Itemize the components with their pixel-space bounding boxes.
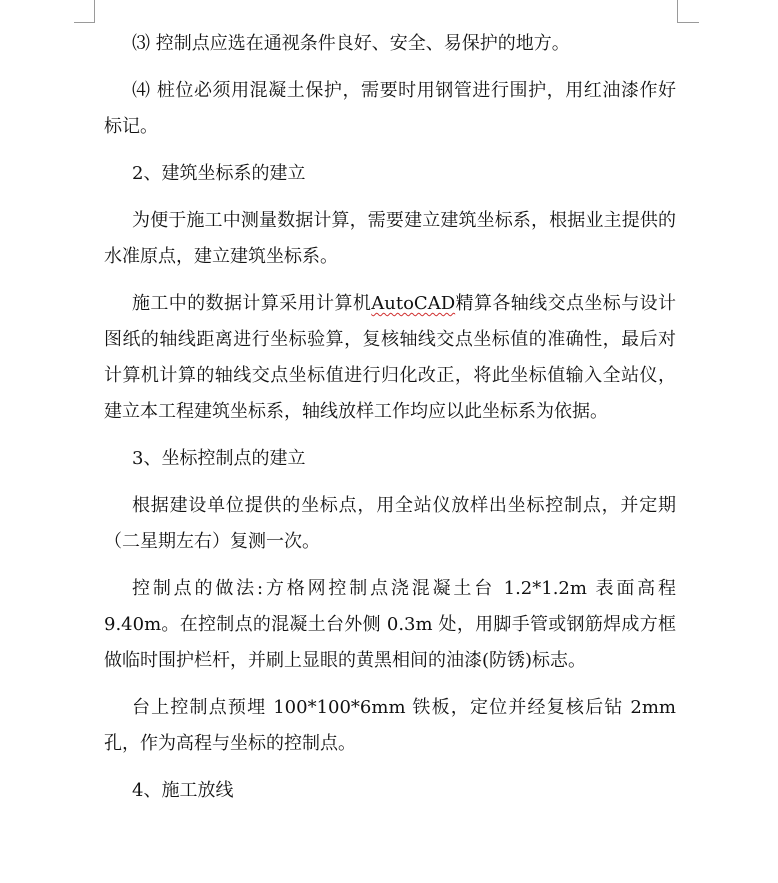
paragraph-text: 施工中的数据计算采用计算机 (132, 293, 372, 314)
paragraph-text: 精算各轴线交点坐标与设计图纸的轴线距离进行坐标验算，复核轴线交点坐标值的准确性，最后对计算机计算的轴线交点坐标值进行归化改正，将此坐标值输入全站仪，建立本工程建筑坐标系，轴线放样工作均应以此坐标系为依据。 (104, 293, 676, 422)
paragraph-control-point-location (104, 26, 676, 62)
crop-mark-top-left-horizontal (74, 22, 95, 23)
heading-text: 2、建筑坐标系的建立 (132, 163, 306, 184)
paragraph-autocad-calculation (104, 286, 676, 430)
paragraph-pile-protection (104, 73, 676, 145)
heading-coordinate-control-points (104, 441, 676, 477)
paragraph-control-point-setout (104, 488, 676, 560)
crop-mark-top-right-vertical (677, 0, 678, 22)
document-body[interactable] (104, 26, 676, 820)
paragraph-embedded-plate (104, 690, 676, 762)
paragraph-text: 控制点的做法:方格网控制点浇混凝土台 1.2*1.2m 表面高程 9.40m。在控制点的混凝土台外侧 0.3m 处，用脚手管或钢筋焊成方框做临时围护栏杆，并刷上显眼的黄黑相间的油漆(防锈)标志。 (104, 578, 676, 671)
paragraph-control-point-method (104, 571, 676, 679)
spellcheck-flagged-word[interactable]: AutoCAD (371, 293, 456, 314)
paragraph-coordinate-purpose (104, 203, 676, 275)
heading-construction-setout (104, 773, 676, 809)
paragraph-text: 台上控制点预埋 100*100*6mm 铁板，定位并经复核后钻 2mm 孔，作为高程与坐标的控制点。 (104, 697, 676, 754)
paragraph-text: ⑶ 控制点应选在通视条件良好、安全、易保护的地方。 (132, 33, 570, 54)
crop-mark-top-left-vertical (94, 0, 95, 22)
heading-text: 3、坐标控制点的建立 (132, 448, 306, 469)
crop-mark-top-right-horizontal (677, 22, 699, 23)
paragraph-text: ⑷ 桩位必须用混凝土保护，需要时用钢管进行围护，用红油漆作好标记。 (104, 80, 676, 137)
paragraph-text: 根据建设单位提供的坐标点，用全站仪放样出坐标控制点，并定期（二星期左右）复测一次。 (104, 495, 676, 552)
heading-building-coordinate-system (104, 156, 676, 192)
heading-text: 4、施工放线 (132, 780, 234, 801)
paragraph-text: 为便于施工中测量数据计算，需要建立建筑坐标系，根据业主提供的水准原点，建立建筑坐标系。 (104, 210, 676, 267)
